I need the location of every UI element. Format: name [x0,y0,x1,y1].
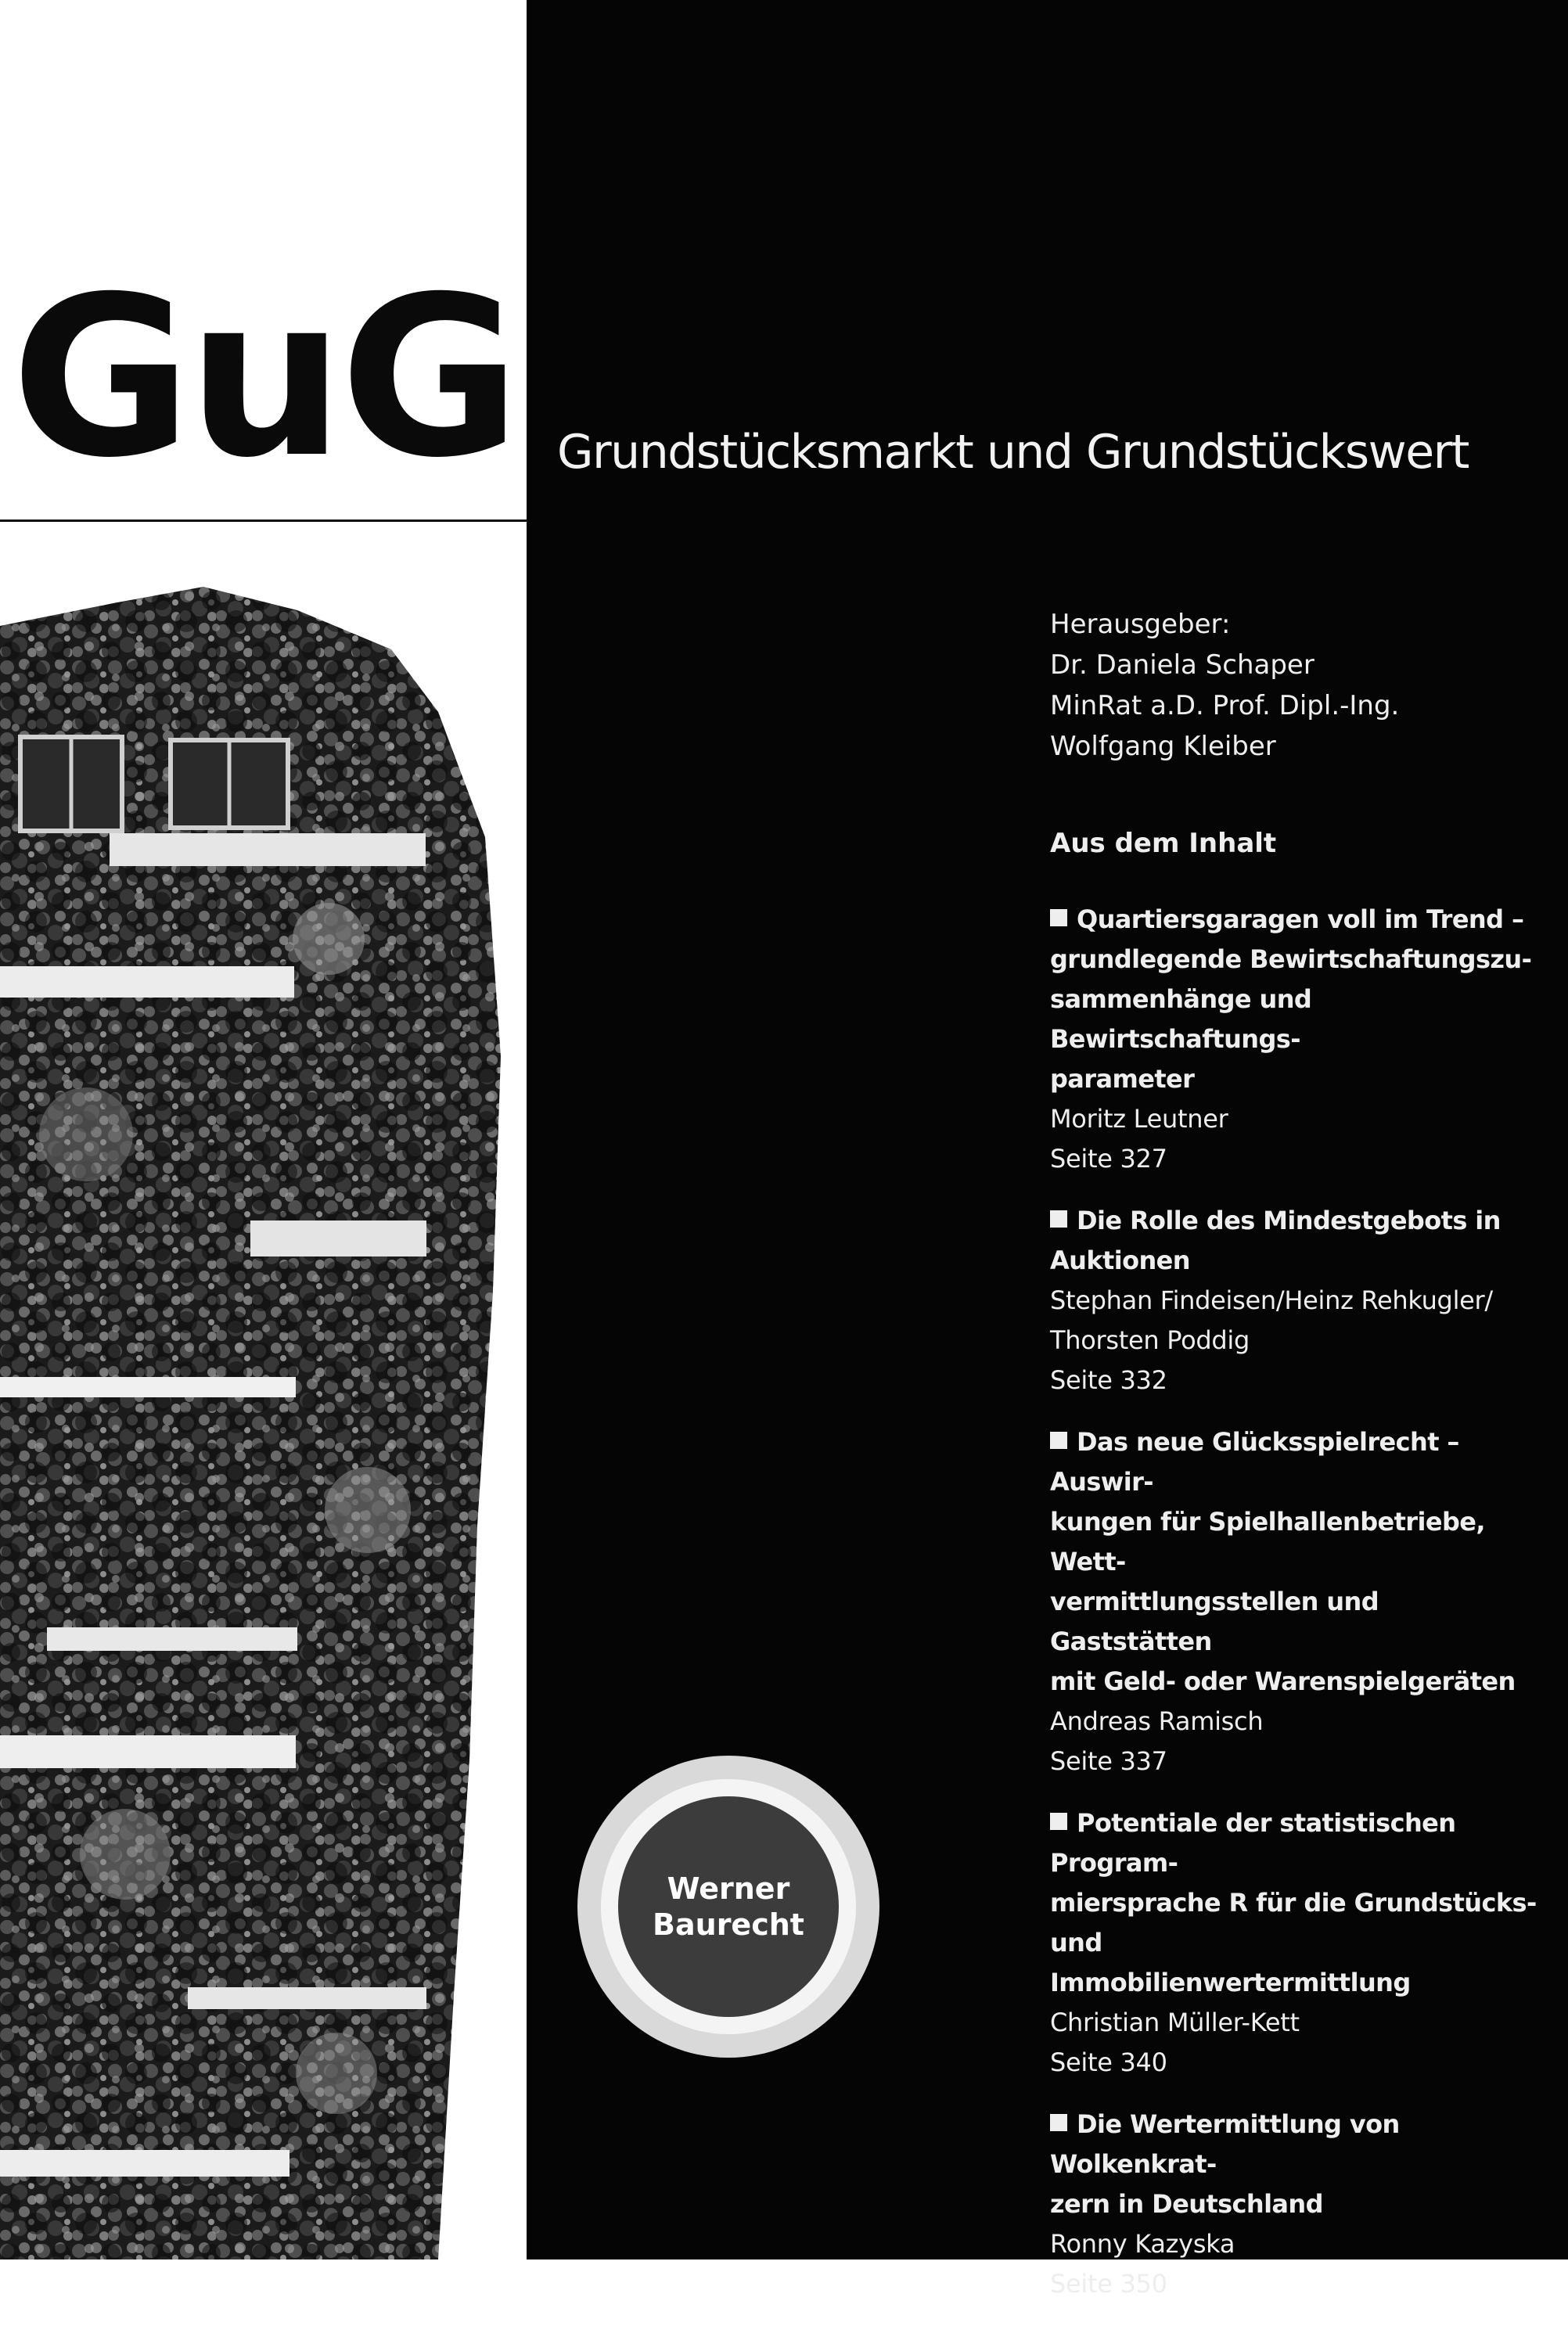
article-authors: Christian Müller-Kett [1050,2008,1300,2037]
article-page: Seite 337 [1050,1746,1167,1776]
square-bullet-icon [1050,1210,1067,1228]
title-line: Potentiale der statistischen Program- [1050,1808,1456,1878]
title-line: grundlegende Bewirtschaftungszu- [1050,944,1532,974]
article-entry [1050,1422,1543,1781]
editor-line: MinRat a.D. Prof. Dipl.-Ing. [1050,690,1400,721]
title-line: Das neue Glücksspielrecht – Auswir- [1050,1427,1459,1497]
article-entry [1050,1201,1543,1400]
table-of-contents [1050,823,1543,2326]
article-page: Seite 332 [1050,1365,1167,1395]
editor-line: Dr. Daniela Schaper [1050,649,1314,681]
journal-title: Grundstücksmarkt und Grundstückswert [557,425,1469,480]
title-line: miersprache R für die Grundstücks- und [1050,1888,1537,1958]
article-page: Seite 340 [1050,2047,1167,2077]
square-bullet-icon [1050,2114,1067,2131]
masthead [1050,604,1551,767]
article-title [1050,1422,1543,1702]
title-line: mit Geld- oder Warenspielgeräten [1050,1666,1516,1696]
seal-text-line: Werner [667,1871,790,1906]
title-line: zern in Deutschland [1050,2189,1323,2219]
article-authors: Andreas Ramisch [1050,1706,1264,1736]
title-line: Die Wertermittlung von Wolkenkrat- [1050,2109,1400,2179]
contents-heading: Aus dem Inhalt [1050,828,1277,859]
seal-core [618,1796,839,2017]
article-title [1050,1803,1543,2003]
square-bullet-icon [1050,1813,1067,1830]
title-line: Die Rolle des Mindestgebots in [1077,1206,1501,1235]
square-bullet-icon [1050,1432,1067,1449]
seal-text-line: Baurecht [653,1907,804,1942]
title-line: vermittlungsstellen und Gaststätten [1050,1587,1379,1656]
title-line: Immobilienwertermittlung [1050,1968,1411,1997]
publisher-seal [577,1756,879,2058]
title-line: kungen für Spielhallenbetriebe, Wett- [1050,1507,1485,1576]
article-entry [1050,1803,1543,2083]
article-title [1050,2105,1543,2224]
journal-logo: GuG [11,249,516,506]
issue-divider [0,519,527,522]
article-page: Seite 327 [1050,1144,1167,1174]
square-bullet-icon [1050,909,1067,926]
article-entry [1050,900,1543,1179]
editor-line: Wolfgang Kleiber [1050,731,1276,762]
article-entry [1050,2105,1543,2304]
article-title [1050,1201,1543,1281]
left-panel [0,0,527,2259]
title-line: Auktionen [1050,1246,1190,1275]
green-facade-photo [0,587,527,2259]
article-authors: Moritz Leutner [1050,1104,1228,1134]
masthead-label: Herausgeber: [1050,609,1231,640]
article-title [1050,900,1543,1099]
article-authors: Thorsten Poddig [1050,1325,1250,1355]
title-line: parameter [1050,1064,1195,1094]
article-authors: Stephan Findeisen/Heinz Rehkugler/ [1050,1285,1493,1315]
title-line: Quartiersgaragen voll im Trend – [1077,904,1524,934]
article-authors: Ronny Kazyska [1050,2229,1235,2259]
title-line: sammenhänge und Bewirtschaftungs- [1050,984,1312,1054]
article-page: Seite 350 [1050,2269,1167,2299]
